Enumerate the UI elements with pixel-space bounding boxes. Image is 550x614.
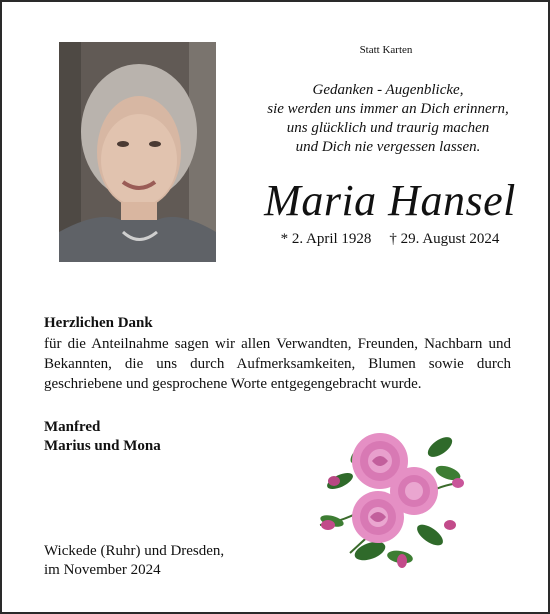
rose-decoration [310, 425, 478, 575]
poem-line: Gedanken - Augenblicke, [312, 82, 464, 98]
memorial-poem [250, 81, 526, 157]
place-line: Wickede (Ruhr) und Dresden, [44, 543, 225, 559]
life-dates [260, 231, 520, 248]
place-and-date [44, 542, 224, 580]
date-line: im November 2024 [44, 562, 161, 578]
deceased-name: Maria Hansel [264, 176, 516, 225]
thanks-text: für die Anteilnahme sagen wir allen Verwandten, Freunden, Nachbarn und Bekannten, die uns durch Aufmerksamkeiten, Blumen sowie durch geschriebene und gesprochene Worte entgegengebracht wurde. [44, 336, 511, 392]
signer-name: Marius und Mona [44, 438, 161, 454]
signer-name: Manfred [44, 419, 101, 435]
poem-line: uns glücklich und traurig machen [286, 120, 490, 136]
poem-line: und Dich nie vergessen lassen. [295, 139, 481, 155]
rose-icon [310, 425, 478, 575]
death-date: † 29. August 2024 [389, 231, 500, 247]
portrait-image [59, 42, 216, 262]
statt-karten-label: Statt Karten [359, 44, 413, 56]
thanks-heading: Herzlichen Dank [44, 315, 153, 331]
birth-date: * 2. April 1928 [280, 231, 372, 247]
portrait-photo [59, 42, 216, 262]
poem-line: sie werden uns immer an Dich erinnern, [267, 101, 509, 117]
